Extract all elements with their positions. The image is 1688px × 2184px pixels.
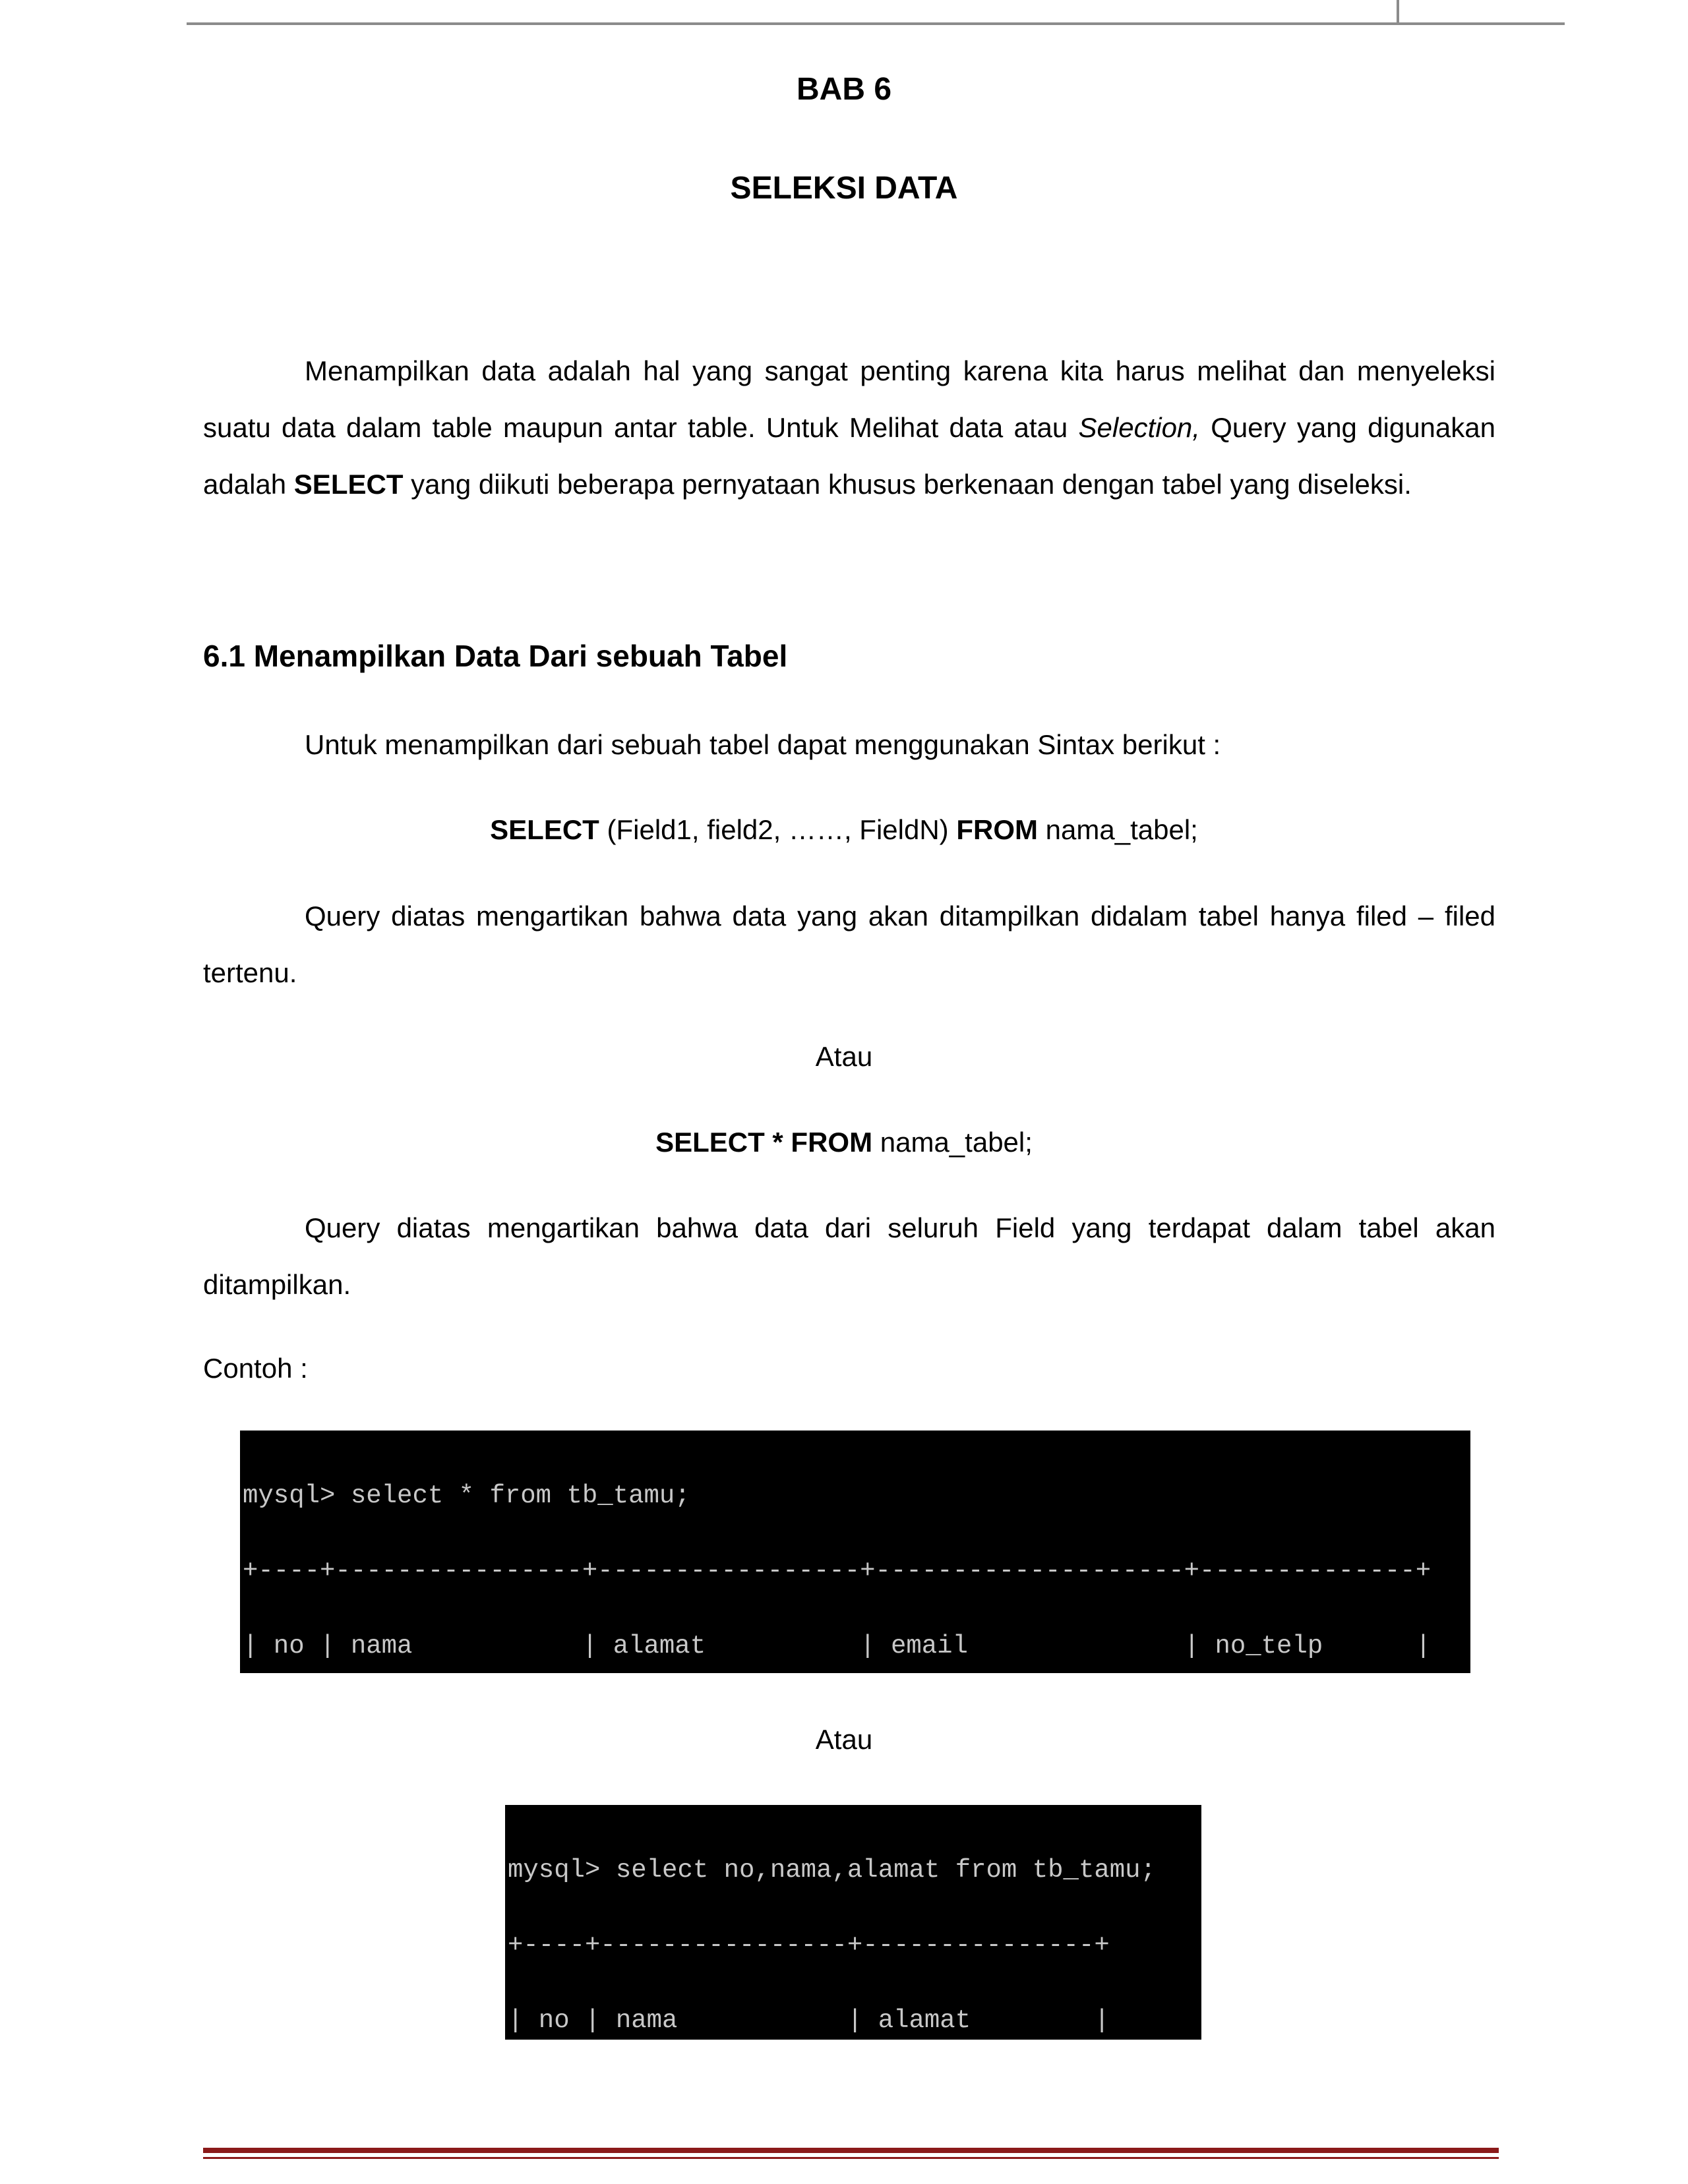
intro-text-b: Query yang digunakan adalah bbox=[203, 412, 1495, 500]
explain-1: Query diatas mengartikan bahwa data yang akan ditampilkan didalam tabel hanya filed – filed tertenu. bbox=[203, 900, 1495, 988]
console-line: mysql> select no,nama,alamat from tb_tamu; bbox=[508, 1856, 1156, 1885]
intro-bold-select: SELECT bbox=[293, 469, 404, 500]
header-rule bbox=[187, 22, 1565, 25]
intro-paragraph bbox=[203, 343, 1495, 513]
syntax-1-select: SELECT bbox=[490, 814, 599, 845]
footer-rule-thin bbox=[203, 2157, 1499, 2159]
syntax-intro: Untuk menampilkan dari sebuah tabel dapat menggunakan Sintax berikut : bbox=[305, 729, 1221, 760]
intro-text-c: yang diikuti beberapa pernyataan khusus berkenaan dengan tabel yang diseleksi. bbox=[403, 469, 1412, 500]
section-heading: 6.1 Menampilkan Data Dari sebuah Tabel bbox=[203, 639, 788, 673]
or-1: Atau bbox=[815, 1041, 873, 1072]
header-rule-tick bbox=[1397, 0, 1399, 24]
explain-2: Query diatas mengartikan bahwa data dari seluruh Field yang terdapat dalam tabel akan ditampilkan. bbox=[203, 1212, 1495, 1300]
syntax-2 bbox=[0, 1114, 1688, 1171]
footer-rule-thick bbox=[203, 2148, 1499, 2153]
console-line: | no | nama | alamat | bbox=[508, 2006, 1110, 2035]
console-line: mysql> select * from tb_tamu; bbox=[243, 1481, 690, 1510]
syntax-2-table: nama_tabel; bbox=[872, 1127, 1033, 1158]
or-2: Atau bbox=[815, 1724, 873, 1755]
intro-text-a: Menampilkan data adalah hal yang sangat penting karena kita harus melihat dan menyeleksi suatu data dalam table maupun antar table. Untuk Melihat data atau bbox=[203, 355, 1495, 443]
console-line: +----+----------------+-----------------+--------------------+--------------+ bbox=[243, 1556, 1432, 1585]
syntax-1-fields: (Field1, field2, ……, FieldN) bbox=[599, 814, 957, 845]
example-label: Contoh : bbox=[203, 1353, 308, 1384]
console-line: | no | nama | alamat | email | no_telp | bbox=[243, 1632, 1432, 1661]
syntax-1-table: nama_tabel; bbox=[1038, 814, 1198, 845]
chapter-title: SELEKSI DATA bbox=[730, 171, 958, 206]
mysql-console-select-all bbox=[240, 1431, 1470, 1673]
mysql-console-select-columns bbox=[505, 1805, 1201, 2040]
chapter-number: BAB 6 bbox=[796, 72, 892, 107]
syntax-1-from: FROM bbox=[956, 814, 1038, 845]
intro-italic-selection: Selection, bbox=[1078, 412, 1200, 443]
console-line: +----+----------------+---------------+ bbox=[508, 1931, 1110, 1960]
syntax-1 bbox=[0, 802, 1688, 858]
syntax-2-select-from: SELECT * FROM bbox=[655, 1127, 873, 1158]
